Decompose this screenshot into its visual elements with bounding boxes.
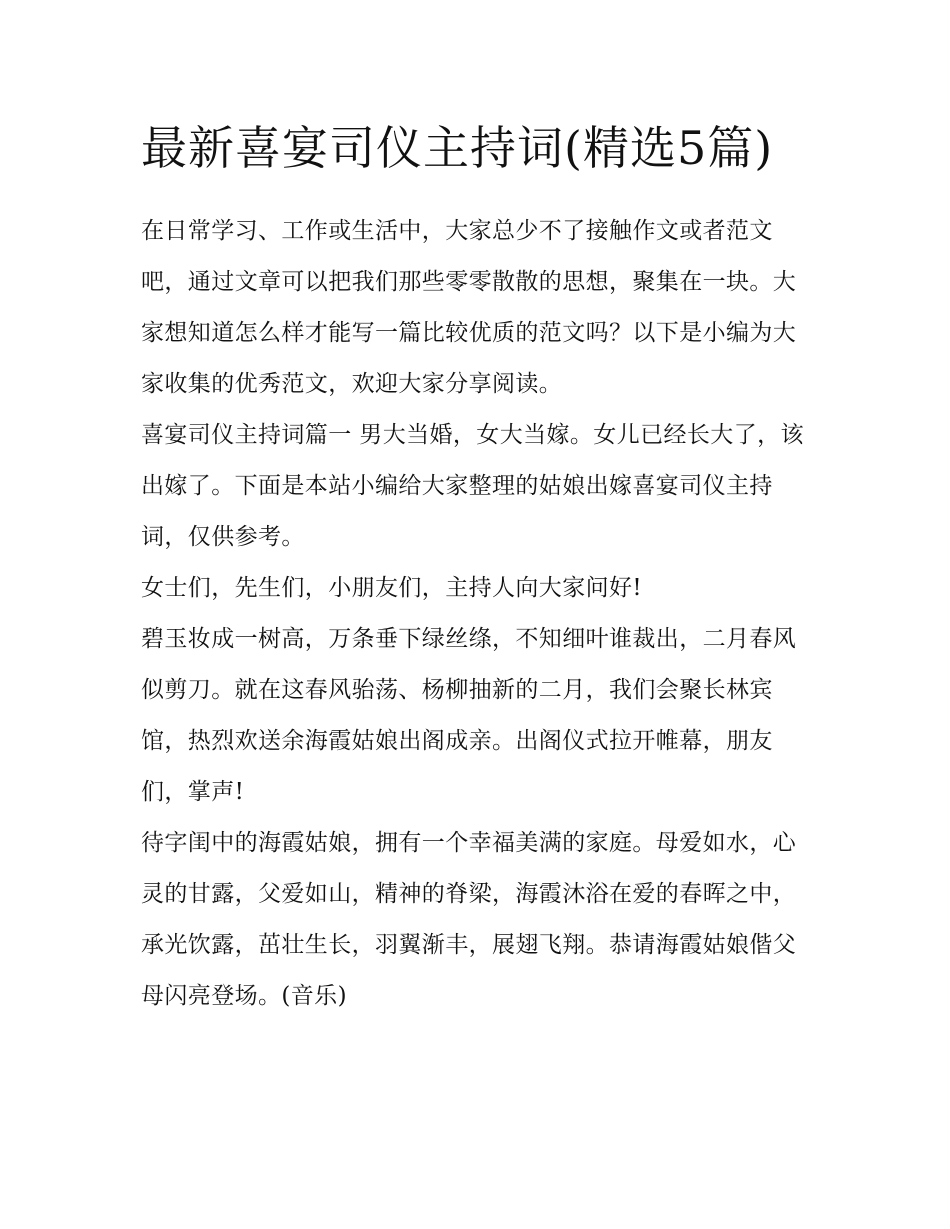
paragraph-intro: 在日常学习、工作或生活中，大家总少不了接触作文或者范文吧，通过文章可以把我们那些零零散散的思想，聚集在一块。大家想知道怎么样才能写一篇比较优质的范文吗？以下是小编为大家收集的优秀范文，欢迎大家分享阅读。 bbox=[141, 218, 797, 397]
paragraph-greeting: 女士们，先生们，小朋友们，主持人向大家问好! bbox=[141, 575, 643, 601]
paragraph-bride-introduction: 待字闺中的海霞姑娘，拥有一个幸福美满的家庭。母爱如水，心灵的甘露，父爱如山，精神的脊梁，海霞沐浴在爱的春晖之中，承光饮露，茁壮生长，羽翼渐丰，展翅飞翔。恭请海霞姑娘偕父母闪亮登场。(音乐) bbox=[141, 830, 797, 1009]
paragraph-spring-opening: 碧玉妆成一树高，万条垂下绿丝绦，不知细叶谁裁出，二月春风似剪刀。就在这春风骀荡、杨柳抽新的二月，我们会聚长林宾馆，热烈欢送余海霞姑娘出阁成亲。出阁仪式拉开帷幕，朋友们，掌声! bbox=[141, 626, 797, 805]
document-title: 最新喜宴司仪主持词(精选5篇) bbox=[141, 121, 774, 175]
document-page bbox=[141, 112, 813, 1022]
paragraph-chapter-one: 喜宴司仪主持词篇一 男大当婚，女大当嫁。女儿已经长大了，该出嫁了。下面是本站小编给大家整理的姑娘出嫁喜宴司仪主持词，仅供参考。 bbox=[141, 422, 804, 550]
